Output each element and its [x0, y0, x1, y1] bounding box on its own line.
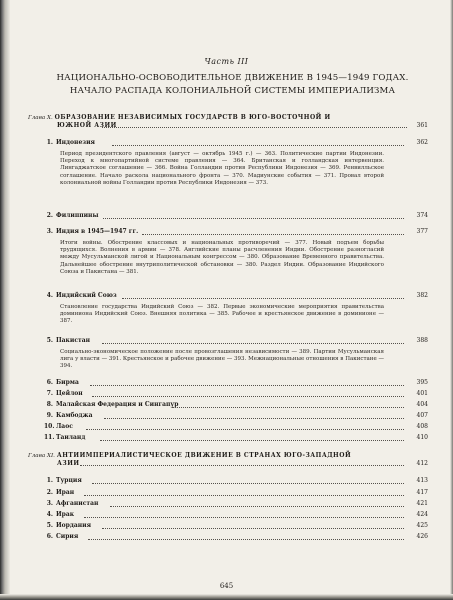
part-label: Часть III — [204, 57, 249, 66]
leader-dots — [102, 342, 404, 344]
toc-entry-laos: 10. Лаос — [44, 423, 73, 430]
toc-entry-cambodia: 9. Камбоджа — [46, 412, 93, 419]
leader-dots — [102, 126, 407, 128]
toc-entry-ceylon: 7. Цейлон — [46, 390, 83, 397]
toc-entry-jordan: 5. Иордания — [46, 522, 92, 529]
toc-page-india-1945-1947: 377 — [416, 228, 428, 235]
toc-entry-afghanistan: 3. Афганистан — [46, 500, 99, 507]
chapter-11-label: Глава XI. — [28, 453, 55, 459]
chapter-10-label: Глава X. — [28, 115, 53, 121]
leader-dots — [100, 439, 404, 441]
leader-dots — [104, 417, 404, 419]
toc-page-turkey: 413 — [416, 477, 428, 484]
toc-page-laos: 408 — [416, 423, 428, 430]
page-bottom-edge — [0, 594, 453, 600]
toc-page-iraq: 424 — [416, 511, 428, 518]
toc-page-jordan: 425 — [416, 522, 428, 529]
toc-page-afghanistan: 421 — [416, 500, 428, 507]
page-binding-shadow — [0, 0, 10, 600]
toc-entry-turkey: 1. Турция — [46, 477, 82, 484]
toc-page-burma: 395 — [416, 379, 428, 386]
leader-dots — [84, 516, 404, 518]
toc-entry-syria: 6. Сирия — [46, 533, 79, 540]
toc-entry-burma: 6. Бирма — [46, 379, 79, 386]
toc-desc-india-1945-1947: Итоги войны. Обострение классовых и национальных противоречий — 377. Новый подъем борьбы трудящихся. Волнения в армии — 378. Английские планы расчленения Индии. Обострение разногласий между Мусульманской лигой и Национальным конгрессом — 380. Образование Временного правительства. Дальнейшее обострение внутриполитической обстановки — 380. Раздел Индии. Образование Индийского Союза и Пакистана — 381. — [60, 240, 384, 275]
toc-page-philippines: 374 — [416, 212, 428, 219]
toc-page-cambodia: 407 — [416, 412, 428, 419]
leader-dots — [103, 217, 404, 219]
chapter-11-page: 412 — [416, 460, 428, 467]
toc-entry-indian-union: 4. Индийский Союз — [46, 292, 117, 299]
toc-entry-philippines: 2. Филиппины — [46, 212, 99, 219]
part-title — [40, 72, 425, 98]
leader-dots — [90, 384, 404, 386]
toc-desc-pakistan: Социально-экономическое положение после провозглашения независимости — 389. Партии Мусульманская лига у власти — 391. Крестьянское и рабочее движение — 393. Межнациональные отношения в Пакистане — 394. — [60, 349, 384, 370]
toc-entry-india-1945-1947: 3. Индия в 1945—1947 гг. — [46, 228, 139, 235]
leader-dots — [92, 482, 404, 484]
toc-page-indonesia: 362 — [416, 139, 428, 146]
leader-dots — [102, 527, 404, 529]
toc-entry-malaya-singapore: 8. Малайская Федерация и Сингапур — [46, 401, 179, 408]
chapter-10-title-line1: ОБРАЗОВАНИЕ НЕЗАВИСИМЫХ ГОСУДАРСТВ В ЮГО-ВОСТОЧНОЙ И — [54, 114, 331, 121]
leader-dots — [122, 297, 404, 299]
chapter-11-heading — [28, 452, 378, 460]
toc-entry-iraq: 4. Ирак — [46, 511, 75, 518]
toc-page-ceylon: 401 — [416, 390, 428, 397]
part-title-line1: НАЦИОНАЛЬНО-ОСВОБОДИТЕЛЬНОЕ ДВИЖЕНИЕ В 1945—1949 ГОДАХ. — [56, 73, 409, 83]
leader-dots — [86, 428, 404, 430]
toc-entry-indonesia: 1. Индонезия — [46, 139, 95, 146]
toc-page-thailand: 410 — [416, 434, 428, 441]
leader-dots — [80, 464, 404, 466]
toc-desc-indonesia: Период президентского правления (август — октябрь 1945 г.) — 363. Политические партии Индонезии. Переход к многопартийной системе правления — 364. Британская и голландская интервенция. Лингаджатское соглашение — 366. Война Голландии против Республики Индонезия — 369. Ренвилльское соглашение. Начало раскола национального фронта — 370. Мадиунские события — 371. Провал второй колониальной войны Голландии против Республики Индонезия — 373. — [60, 151, 384, 186]
leader-dots — [110, 505, 404, 507]
leader-dots — [112, 144, 404, 146]
chapter-10-title-line2: ЮЖНОЙ АЗИИ — [57, 122, 117, 129]
toc-page-indian-union: 382 — [416, 292, 428, 299]
leader-dots — [172, 406, 404, 408]
chapter-11-title-line1: АНТИИМПЕРИАЛИСТИЧЕСКОЕ ДВИЖЕНИЕ В СТРАНАХ ЮГО-ЗАПАДНОЙ — [56, 452, 352, 459]
toc-page-iran: 417 — [416, 489, 428, 496]
toc-entry-iran: 2. Иран — [46, 489, 75, 496]
chapter-10-heading — [28, 114, 358, 122]
toc-page-malaya-singapore: 404 — [416, 401, 428, 408]
toc-entry-pakistan: 5. Пакистан — [46, 337, 90, 344]
chapter-10-page: 361 — [416, 122, 428, 129]
toc-page-pakistan: 388 — [416, 337, 428, 344]
leader-dots — [88, 538, 404, 540]
leader-dots — [84, 494, 404, 496]
leader-dots — [142, 233, 404, 235]
toc-desc-indian-union: Становление государства Индийский Союз — 382. Первые экономические мероприятия правительства доминиона Индийский Союз. Внешняя политика — 385. Рабочее и крестьянское движение в доминионе — 387. — [60, 304, 384, 325]
part-title-line2: НАЧАЛО РАСПАДА КОЛОНИАЛЬНОЙ СИСТЕМЫ ИМПЕРИАЛИЗМА — [69, 86, 396, 96]
chapter-11-title-line2: АЗИИ — [57, 460, 80, 467]
leader-dots — [92, 395, 404, 397]
page-number-footer: 645 — [219, 582, 234, 590]
toc-entry-thailand: 11. Таиланд — [44, 434, 86, 441]
toc-page-syria: 426 — [416, 533, 428, 540]
